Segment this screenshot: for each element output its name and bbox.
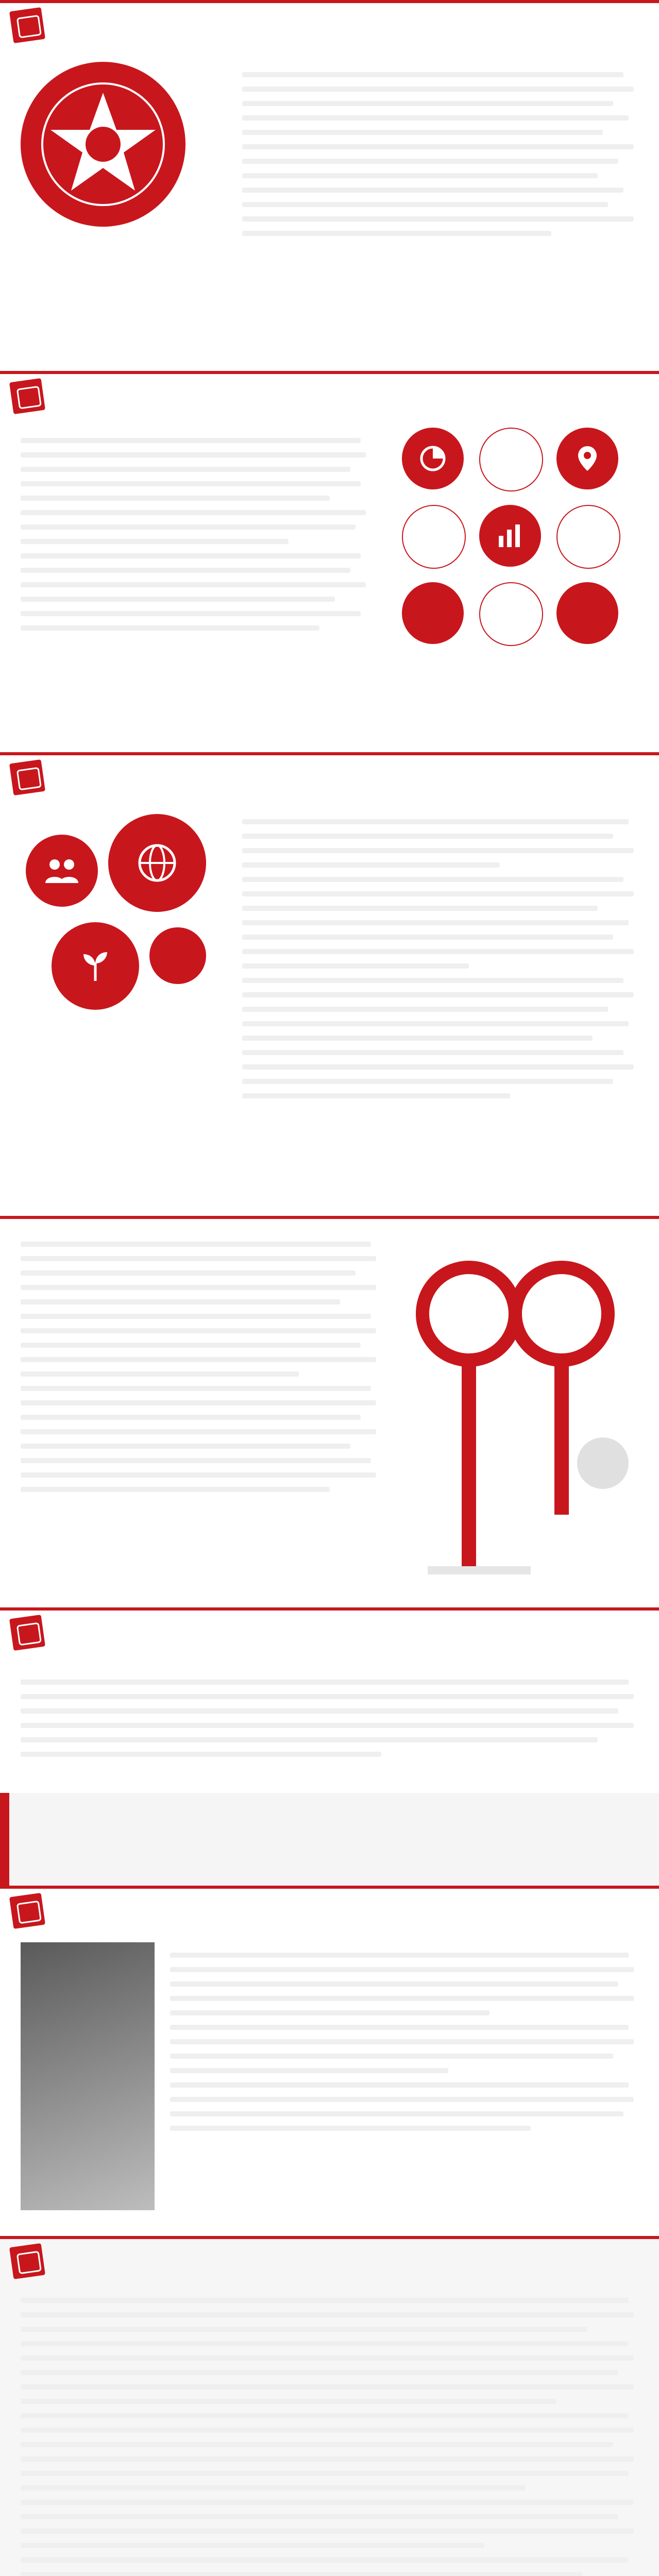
accent-band (0, 1793, 659, 1886)
section-rule (0, 1216, 659, 1219)
photo-placeholder (21, 1942, 155, 2210)
section-header (52, 2252, 113, 2265)
text-placeholder (21, 1242, 381, 1501)
plant-icon (77, 948, 113, 984)
text-placeholder (21, 438, 371, 640)
section-5 (0, 1607, 659, 1886)
brand-logo (9, 2243, 45, 2279)
paragraph (170, 2133, 639, 2226)
section-rule (0, 1886, 659, 1889)
section-3 (0, 752, 659, 1216)
section-header (52, 1902, 113, 1914)
brand-logo (9, 378, 45, 414)
brand-logo (9, 1893, 45, 1929)
chart-icon (495, 520, 526, 551)
section-rule (0, 0, 659, 3)
section-4 (0, 1216, 659, 1607)
text-placeholder (242, 819, 639, 1108)
section-2 (0, 371, 659, 752)
section-header (52, 16, 113, 29)
section-7 (0, 2236, 659, 2576)
section-1 (0, 0, 659, 371)
section-rule (0, 1607, 659, 1611)
circle-cluster (21, 814, 216, 1051)
pie-icon (417, 443, 448, 474)
text-placeholder (21, 1680, 639, 1766)
icon-grid (392, 428, 639, 644)
section-rule (0, 371, 659, 374)
section-6 (0, 1886, 659, 2236)
section-header (52, 387, 113, 400)
section-rule (0, 2236, 659, 2239)
brand-logo (9, 1615, 45, 1651)
section-header (52, 769, 113, 781)
star-icon (21, 62, 185, 227)
globe-icon (137, 842, 178, 884)
brand-logo (9, 759, 45, 795)
decorative-graphic (407, 1236, 644, 1597)
text-placeholder (242, 72, 639, 245)
location-icon (572, 443, 603, 474)
accent-bar (0, 1793, 9, 1886)
text-placeholder (21, 2298, 639, 2576)
brand-logo (9, 7, 45, 43)
star-emblem (21, 62, 185, 227)
people-icon (41, 855, 82, 886)
text-placeholder (170, 1953, 639, 2140)
section-rule (0, 752, 659, 755)
section-header (52, 1624, 113, 1636)
